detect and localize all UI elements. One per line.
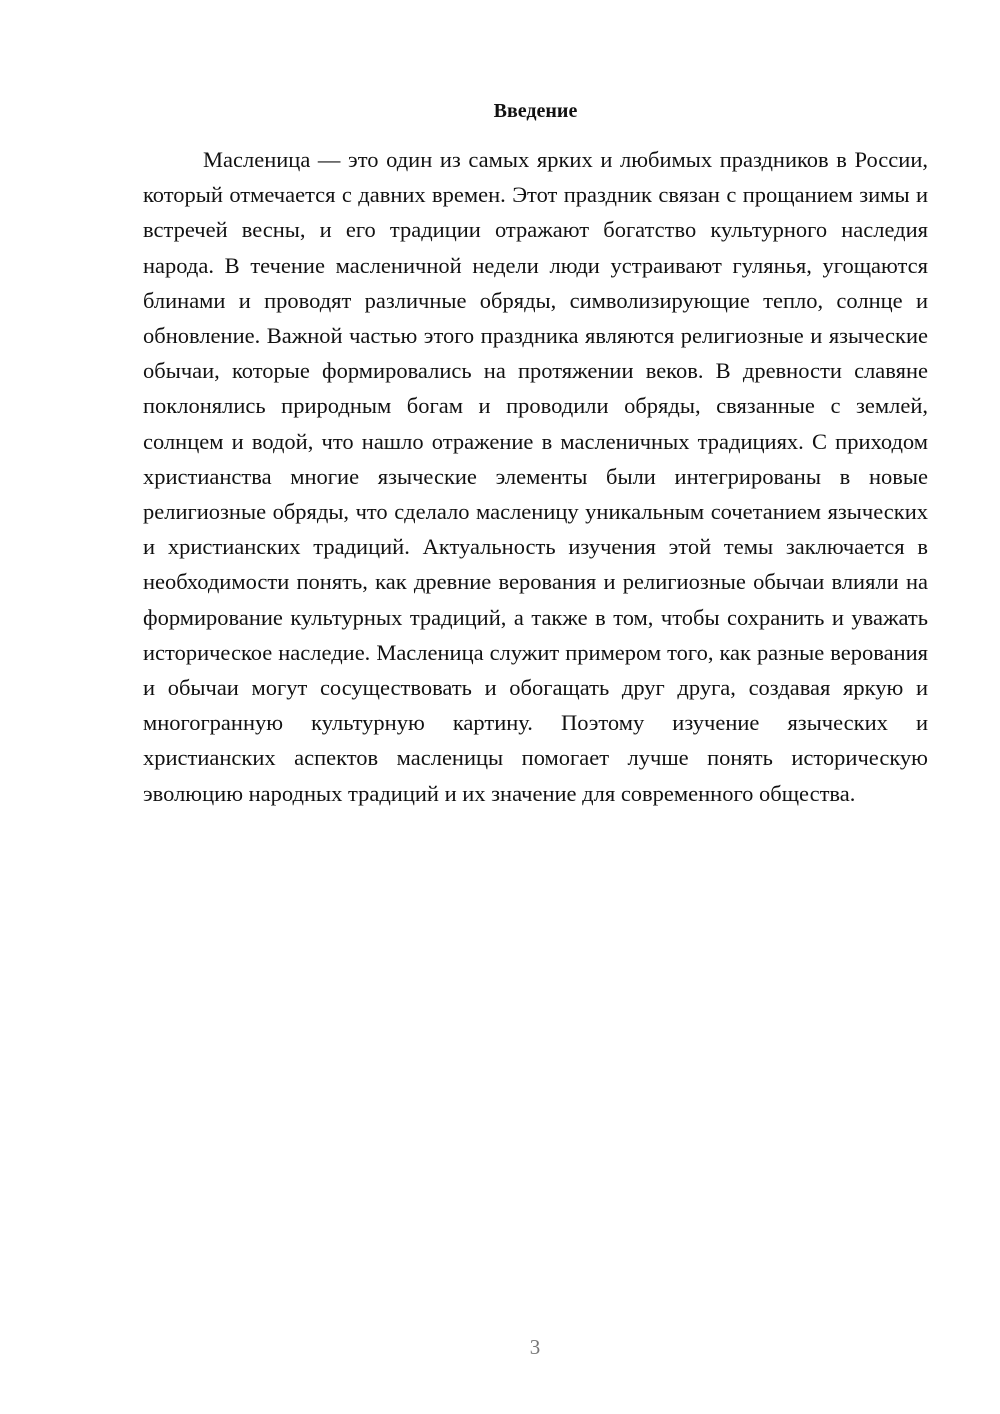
body-paragraph: Масленица — это один из самых ярких и любимых праздников в России, который отмечается с давних времен. Этот праздник связан с прощанием зимы и встречей весны, и его традиции отражают богатство культурного наследия народа. В течение масленичной недели люди устраивают гулянья, угощаются блинами и проводят различные обряды, символизирующие тепло, солнце и обновление. Важной частью этого праздника являются религиозные и языческие обычаи, которые формировались на протяжении веков. В древности славяне поклонялись природным богам и проводили обряды, связанные с землей, солнцем и водой, что нашло отражение в масленичных традициях. С приходом христианства многие языческие элементы были интегрированы в новые религиозные обряды, что сделало масленицу уникальным сочетанием языческих и христианских традиций. Актуальность изучения этой темы заключается в необходимости понять, как древние верования и религиозные обычаи влияли на формирование культурных традиций, а также в том, чтобы сохранить и уважать историческое наследие. Масленица служит примером того, как разные верования и обычаи могут сосуществовать и обогащать друг друга, создавая яркую и многогранную культурную картину. Поэтому изучение языческих и христианских аспектов масленицы помогает лучше понять историческую эволюцию народных традиций и их значение для современного общества. [143,147,928,806]
page-number: 3 [529,1335,541,1359]
section-heading: Введение [493,100,578,122]
